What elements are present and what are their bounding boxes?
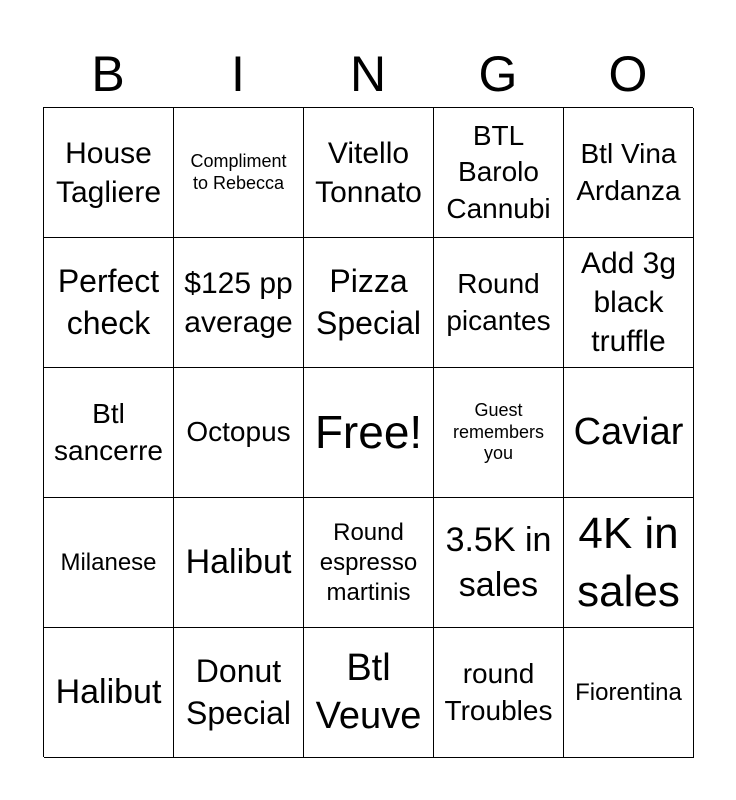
bingo-header xyxy=(43,40,693,108)
cell-label: Pizza Special xyxy=(316,262,421,341)
bingo-cell-r1-c5[interactable] xyxy=(564,108,694,238)
bingo-cell-r5-c4[interactable] xyxy=(434,628,564,758)
bingo-cell-r3-c5[interactable] xyxy=(564,368,694,498)
bingo-cell-r4-c1[interactable] xyxy=(44,498,174,628)
bingo-cell-r3-c1[interactable] xyxy=(44,368,174,498)
bingo-cell-r1-c4[interactable] xyxy=(434,108,564,238)
header-letter-o: O xyxy=(608,46,648,102)
free-space-label: Free! xyxy=(314,405,423,458)
cell-label: House Tagliere xyxy=(55,136,162,209)
header-letter-g: G xyxy=(478,46,518,102)
bingo-cell-r2-c4[interactable] xyxy=(434,238,564,368)
bingo-cell-r2-c3[interactable] xyxy=(304,238,434,368)
bingo-cell-r4-c5[interactable] xyxy=(564,498,694,628)
bingo-cell-r3-c4[interactable] xyxy=(434,368,564,498)
cell-label: Halibut xyxy=(55,673,162,712)
cell-label: Perfect check xyxy=(57,262,160,341)
bingo-cell-r2-c5[interactable] xyxy=(564,238,694,368)
bingo-cell-r3-c2[interactable] xyxy=(174,368,304,498)
cell-label: Halibut xyxy=(185,543,292,582)
bingo-cell-r5-c2[interactable] xyxy=(174,628,304,758)
cell-label: 4K in sales xyxy=(577,509,680,616)
cell-label: Btl sancerre xyxy=(54,398,163,466)
cell-label: Donut Special xyxy=(186,652,291,731)
cell-label: $125 pp average xyxy=(184,266,293,339)
bingo-cell-r1-c2[interactable] xyxy=(174,108,304,238)
cell-label: 3.5K in sales xyxy=(445,521,552,604)
cell-label: BTL Barolo Cannubi xyxy=(446,119,551,224)
bingo-cell-r4-c3[interactable] xyxy=(304,498,434,628)
bingo-cell-r5-c3[interactable] xyxy=(304,628,434,758)
header-letter-b: B xyxy=(91,46,125,102)
bingo-board xyxy=(43,107,693,757)
header-letter-n: N xyxy=(349,46,387,102)
bingo-cell-r4-c4[interactable] xyxy=(434,498,564,628)
cell-label: Btl Veuve xyxy=(315,647,422,737)
bingo-cell-r1-c3[interactable] xyxy=(304,108,434,238)
bingo-cell-r1-c1[interactable] xyxy=(44,108,174,238)
bingo-cell-r5-c1[interactable] xyxy=(44,628,174,758)
bingo-cell-r2-c2[interactable] xyxy=(174,238,304,368)
bingo-cell-r2-c1[interactable] xyxy=(44,238,174,368)
cell-label: Milanese xyxy=(60,548,157,576)
cell-label: Guest remembers you xyxy=(452,400,545,464)
cell-label: Round picantes xyxy=(446,268,551,336)
bingo-cell-r5-c5[interactable] xyxy=(564,628,694,758)
cell-label: Fiorentina xyxy=(575,678,682,706)
cell-label: Round espresso martinis xyxy=(319,518,418,606)
header-letter-i: I xyxy=(231,46,245,102)
cell-label: Octopus xyxy=(186,416,291,448)
cell-label: Add 3g black truffle xyxy=(580,247,677,358)
bingo-cell-r3-c3-free[interactable] xyxy=(304,368,434,498)
cell-label: Caviar xyxy=(573,410,684,453)
cell-label: round Troubles xyxy=(444,658,553,726)
cell-label: Compliment to Rebecca xyxy=(190,150,287,193)
cell-label: Vitello Tonnato xyxy=(315,136,422,209)
bingo-cell-r4-c2[interactable] xyxy=(174,498,304,628)
cell-label: Btl Vina Ardanza xyxy=(576,138,681,206)
